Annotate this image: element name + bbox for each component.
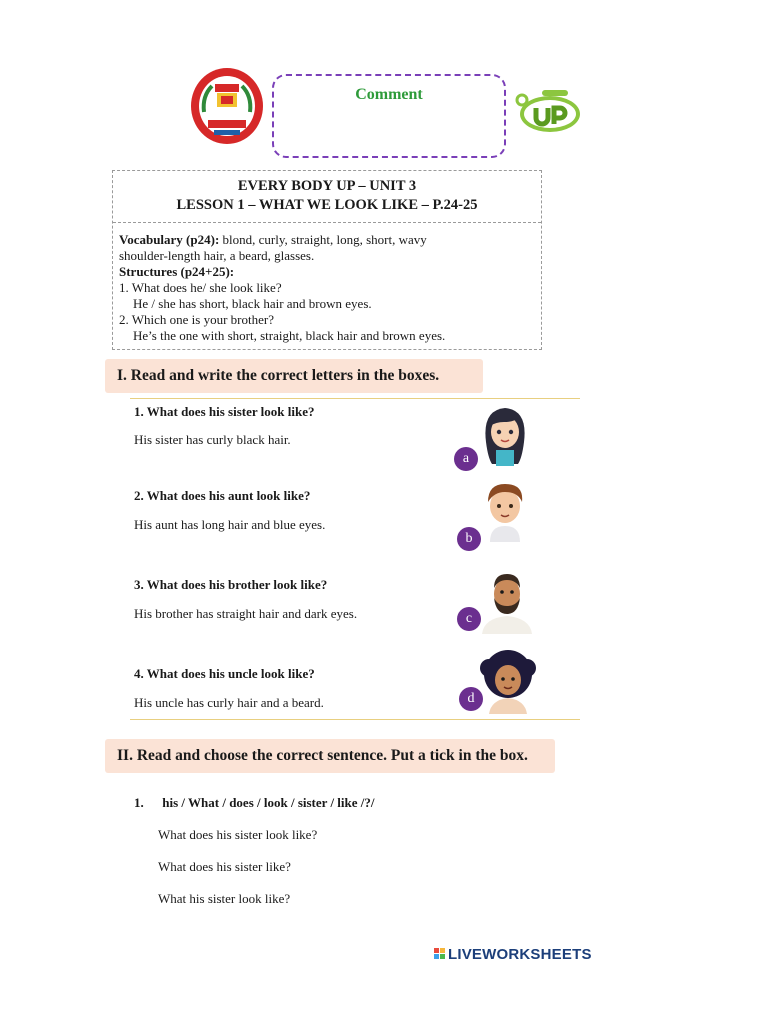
lesson-title-line2: LESSON 1 – WHAT WE LOOK LIKE – P.24-25 [176,197,478,213]
letter-badge-d[interactable]: d [459,687,483,711]
s1-answer-1: His sister has curly black hair. [134,432,291,447]
s1-question-4: 4. What does his uncle look like? [134,666,315,681]
letter-badge-c[interactable]: c [457,607,481,631]
s1-answer-2: His aunt has long hair and blue eyes. [134,517,326,532]
everybody-up-logo [512,84,584,140]
section1-bottom-rule [130,719,580,720]
letter-badge-b[interactable]: b [457,527,481,551]
lesson-body [113,223,541,344]
letter-badge-a[interactable]: a [454,447,478,471]
structure-2-answer: He’s the one with short, straight, black hair and brown eyes. [133,328,446,343]
s2-question-1 [134,795,375,811]
section1-title: I. Read and write the correct letters in the boxes. [105,359,483,393]
s2-option-3[interactable]: What his sister look like? [158,891,291,906]
liveworksheets-icon [434,947,446,959]
s1-question-3: 3. What does his brother look like? [134,577,328,592]
s1-question-1: 1. What does his sister look like? [134,404,315,419]
s2-question-words: his / What / does / look / sister / like /?/ [162,795,375,810]
vocab-line [119,232,541,248]
uncle-avatar [477,650,539,714]
lesson-title-line1: EVERY BODY UP – UNIT 3 [237,178,417,194]
section2-title: II. Read and choose the correct sentence. Put a tick in the box. [105,739,555,773]
sister-avatar [474,402,536,466]
vocab-line2: shoulder-length hair, a beard, glasses. [119,248,315,263]
comment-box[interactable] [272,74,506,158]
liveworksheets-brand [434,946,592,963]
comment-label: Comment [355,86,423,103]
lesson-summary-box [112,170,542,350]
structure-1-answer: He / she has short, black hair and brown eyes. [133,296,372,311]
s2-question-number: 1. [134,795,144,810]
s2-option-2[interactable]: What does his sister like? [158,859,291,874]
school-logo [188,66,266,150]
lesson-title [113,171,541,223]
structure-2: 2. Which one is your brother? [119,312,274,327]
structure-1: 1. What does he/ she look like? [119,280,282,295]
structures-label: Structures (p24+25): [119,264,235,279]
s1-question-2: 2. What does his aunt look like? [134,488,311,503]
s1-answer-3: His brother has straight hair and dark eyes. [134,606,358,621]
s1-answer-4: His uncle has curly hair and a beard. [134,695,324,710]
aunt-avatar [474,478,536,542]
liveworksheets-text: LIVEWORKSHEETS [448,946,592,963]
vocab-text: blond, curly, straight, long, short, wavy [219,232,427,247]
vocab-label: Vocabulary (p24): [119,232,220,247]
s2-option-1[interactable]: What does his sister look like? [158,827,318,842]
brother-avatar [476,570,538,634]
section1-top-rule [130,398,580,399]
